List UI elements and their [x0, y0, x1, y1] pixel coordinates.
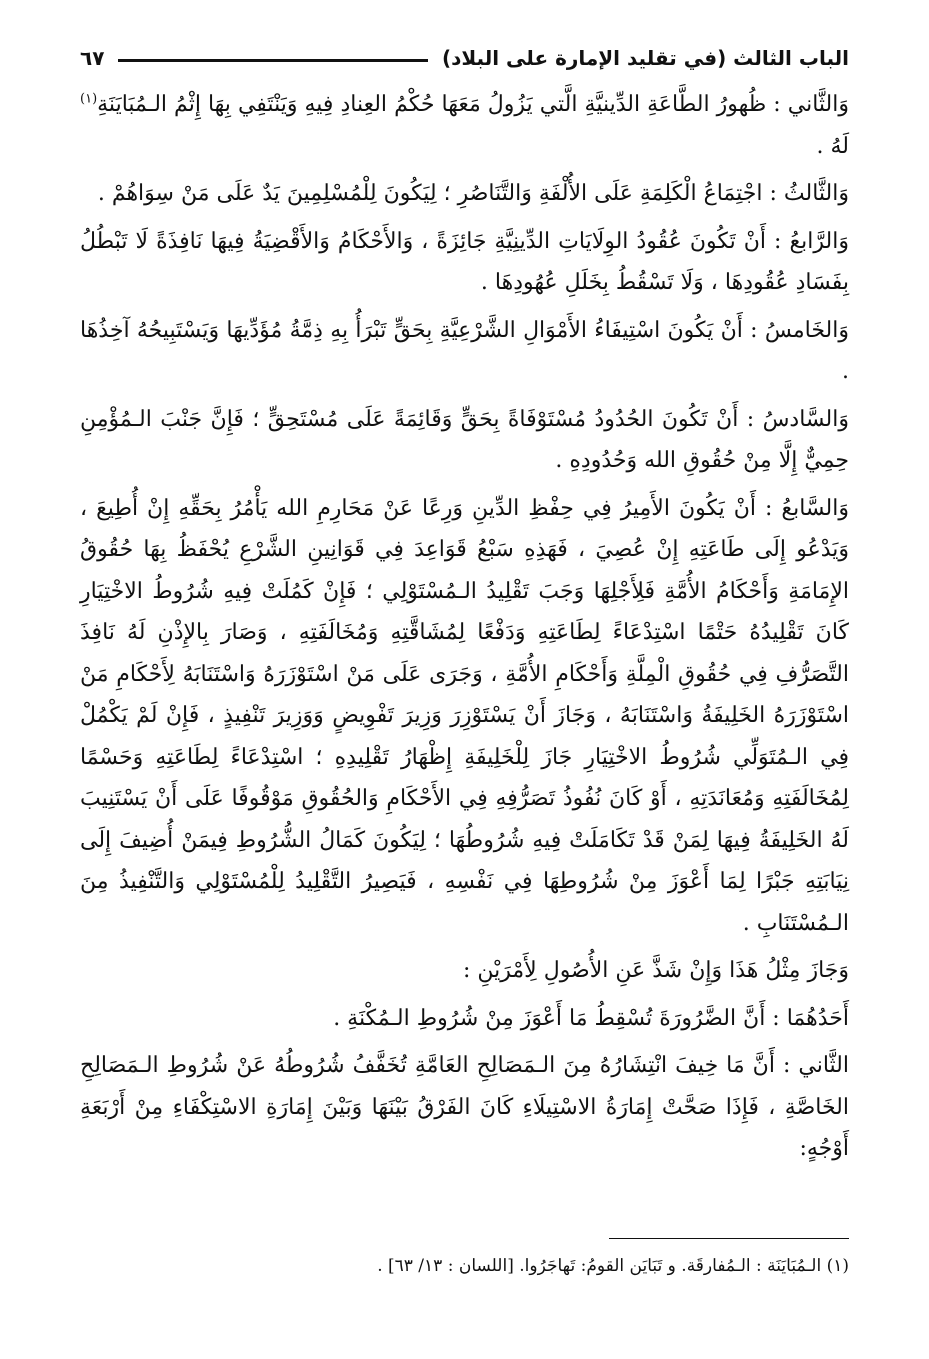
paragraph-sixth: وَالسَّادسُ : أَنْ تَكُونَ الحُدُودُ مُسْتَوْفَاةً بِحَقٍّ وَقَائِمَةً عَلَى مُسْتَحِقٍّ ؛ فَإِنَّ جَنْبَ الـمُؤْمِنِ حِمِيٌّ إِلَّا مِنْ حُقُوقِ الله وَحُدُودِهِ . [80, 406, 849, 473]
running-header [80, 40, 849, 76]
footnote: (١) الـمُبَايَنَة : الـمُفارقَة. و تَبَايَن القومُ: تَهاجَرُوا. [اللسان : ١٣/ ٦٣] . [377, 1256, 849, 1276]
footnote-rule [609, 1238, 849, 1239]
paragraph-fourth: وَالرَّابعُ : أَنْ تَكُونَ عُقُودُ الوِلَايَاتِ الدِّينِيَّةِ جَائِزَةً ، وَالأَحْكَامُ وَالأَقْضِيَةُ فِيهَا نَافِذَةً لَا تَبْطُلُ بِفَسَادِ عُقُودِهَا ، وَلَا تَسْقُطُ بِخَلَلِ عُهُودِهَا . [80, 228, 849, 295]
paragraph-two-reasons: وَجَازَ مِثْلُ هَذَا وَإِنْ شَذَّ عَنِ الأُصُولِ لِأَمْرَيْنِ : [462, 958, 849, 983]
paragraph-third: وَالثَّالثُ : اجْتِمَاعُ الْكَلِمَةِ عَلَى الأُلْفَةِ وَالتَّنَاصُرِ ؛ لِيَكُونَ لِلْمُسْلِمِينَ يَدٌ عَلَى مَنْ سِوَاهُمْ . [97, 181, 849, 206]
header-rule [118, 59, 428, 62]
paragraph-fifth: وَالخَامسُ : أَنْ يَكُونَ اسْتِيفَاءُ الأَمْوَالِ الشَّرْعِيَّةِ بِحَقٍّ تَبْرَأُ بِهِ ذِمَّةُ مُؤَدِّيهَا وَيَسْتَبِيحُهُ آخِذُهَا . [80, 317, 849, 384]
paragraph-tail: لَهُ . [816, 133, 849, 159]
footnote-marker[interactable]: (١) [80, 91, 98, 107]
main-text [80, 84, 849, 1170]
paragraph-reason-two: الثَّاني : أَنَّ مَا خِيفَ انْتِشَارُهُ مِنَ الـمَصَالِحِ العَامَّةِ تُخَفَّفُ شُرُوطُهُ عَنْ شُرُوطِ الـمَصَالِحِ الخَاصَّةِ ، فَإِذَا صَحَّتْ إِمَارَةُ الاسْتِيلَاءِ كَانَ الفَرْقُ بَيْنَهَا وَبَيْنَ إِمَارَةِ الاسْتِكْفَاءِ مِنْ أَرْبَعَةِ أَوْجُهٍ: [80, 1053, 849, 1161]
paragraph-second [80, 84, 849, 167]
paragraph-text: وَالثَّاني : ظُهورُ الطَّاعَةِ الدِّينيَّةِ الَّتي يَزُولُ مَعَهَا حُكْمُ العِنادِ فِيهِ وَيَنْتَفِي بِهَا إِثْمُ الـمُبَايَنَةِ [97, 92, 850, 117]
chapter-title: الباب الثالث (في تقليد الإمارة على البلاد) [441, 46, 849, 70]
page-number: ٦٧ [80, 46, 105, 70]
paragraph-seventh: وَالسَّابعُ : أَنْ يَكُونَ الأَمِيرُ فِي حِفْظِ الدِّينِ وَرِعًا عَنْ مَحَارِمِ الله يَأْمُرُ بِحَقِّهِ إِنْ أُطِيعَ ، وَيَدْعُو إِلَى طَاعَتِهِ إِنْ عُصِيَ ، فَهَذِهِ سَبْعُ قَوَاعِدَ فِي قَوَانِينِ الشَّرْعِ يُحْفَظُ بِهَا حُقُوقُ الإِمَامَةِ وَأَحْكَامُ الأُمَّةِ فَلِأَجْلِهَا وَجَبَ تَقْلِيدُ الـمُسْتَوْلِي ؛ فَإِنْ كَمُلَتْ فِيهِ شُرُوطُ الاخْتِيَارِ كَانَ تَقْلِيدُهُ حَتْمًا اسْتِدْعَاءً لِطَاعَتِهِ وَدَفْعًا لِمُشَاقَّتِهِ وَمُخَالَفَتِهِ ، وَصَارَ بِالإِذْنِ لَهُ نَافِذَ التَّصَرُّفِ فِي حُقُوقِ الْمِلَّةِ وَأَحْكَامِ الأُمَّةِ ، وَجَرَى عَلَى مَنْ اسْتَوْزَرَهُ وَاسْتَنَابَهُ لِأَحْكَامِ مَنْ اسْتَوْزَرَهُ الخَلِيفَةُ وَاسْتَنَابَهُ ، وَجَازَ أَنْ يَسْتَوْزِرَ وَزِيرَ تَفْوِيضٍ وَوَزِيرَ تَنْفِيذٍ ، فَإِنْ لَمْ يَكْمُلْ فِي الـمُتَوَلِّي شُرُوطُ الاخْتِيَارِ جَازَ لِلْخَلِيفَةِ إِظْهَارُ تَقْلِيدِهِ ؛ اسْتِدْعَاءً لِطَاعَتِهِ وَحَسْمًا لِمُخَالَفَتِهِ وَمُعَانَدَتِهِ ، أَوْ كَانَ نُفُوذُ تَصَرُّفِهِ فِي الأَحْكَامِ وَالحُقُوقِ مَوْقُوفًا عَلَى أَنْ يَسْتَنِيبَ لَهُ الخَلِيفَةُ فِيهَا لِمَنْ قَدْ تَكَامَلَتْ فِيهِ شُرُوطُهَا ؛ لِيَكُونَ كَمَالُ الشُّرُوطِ فِيمَنْ أُضِيفَ إِلَى نِيَابَتِهِ جَبْرًا لِمَا أَعْوَزَ مِنْ شُرُوطِهَا فِي نَفْسِهِ ، فَيَصِيرُ التَّقْلِيدُ لِلْمُسْتَوْلِي وَالتَّنْفِيذُ مِنَ الـمُسْتَنَابِ . [80, 495, 849, 936]
paragraph-reason-one: أَحَدُهُمَا : أَنَّ الضَّرُورَةَ تُسْقِطُ مَا أَعْوَزَ مِنْ شُرُوطِ الـمُكْنَةِ . [333, 1005, 849, 1031]
